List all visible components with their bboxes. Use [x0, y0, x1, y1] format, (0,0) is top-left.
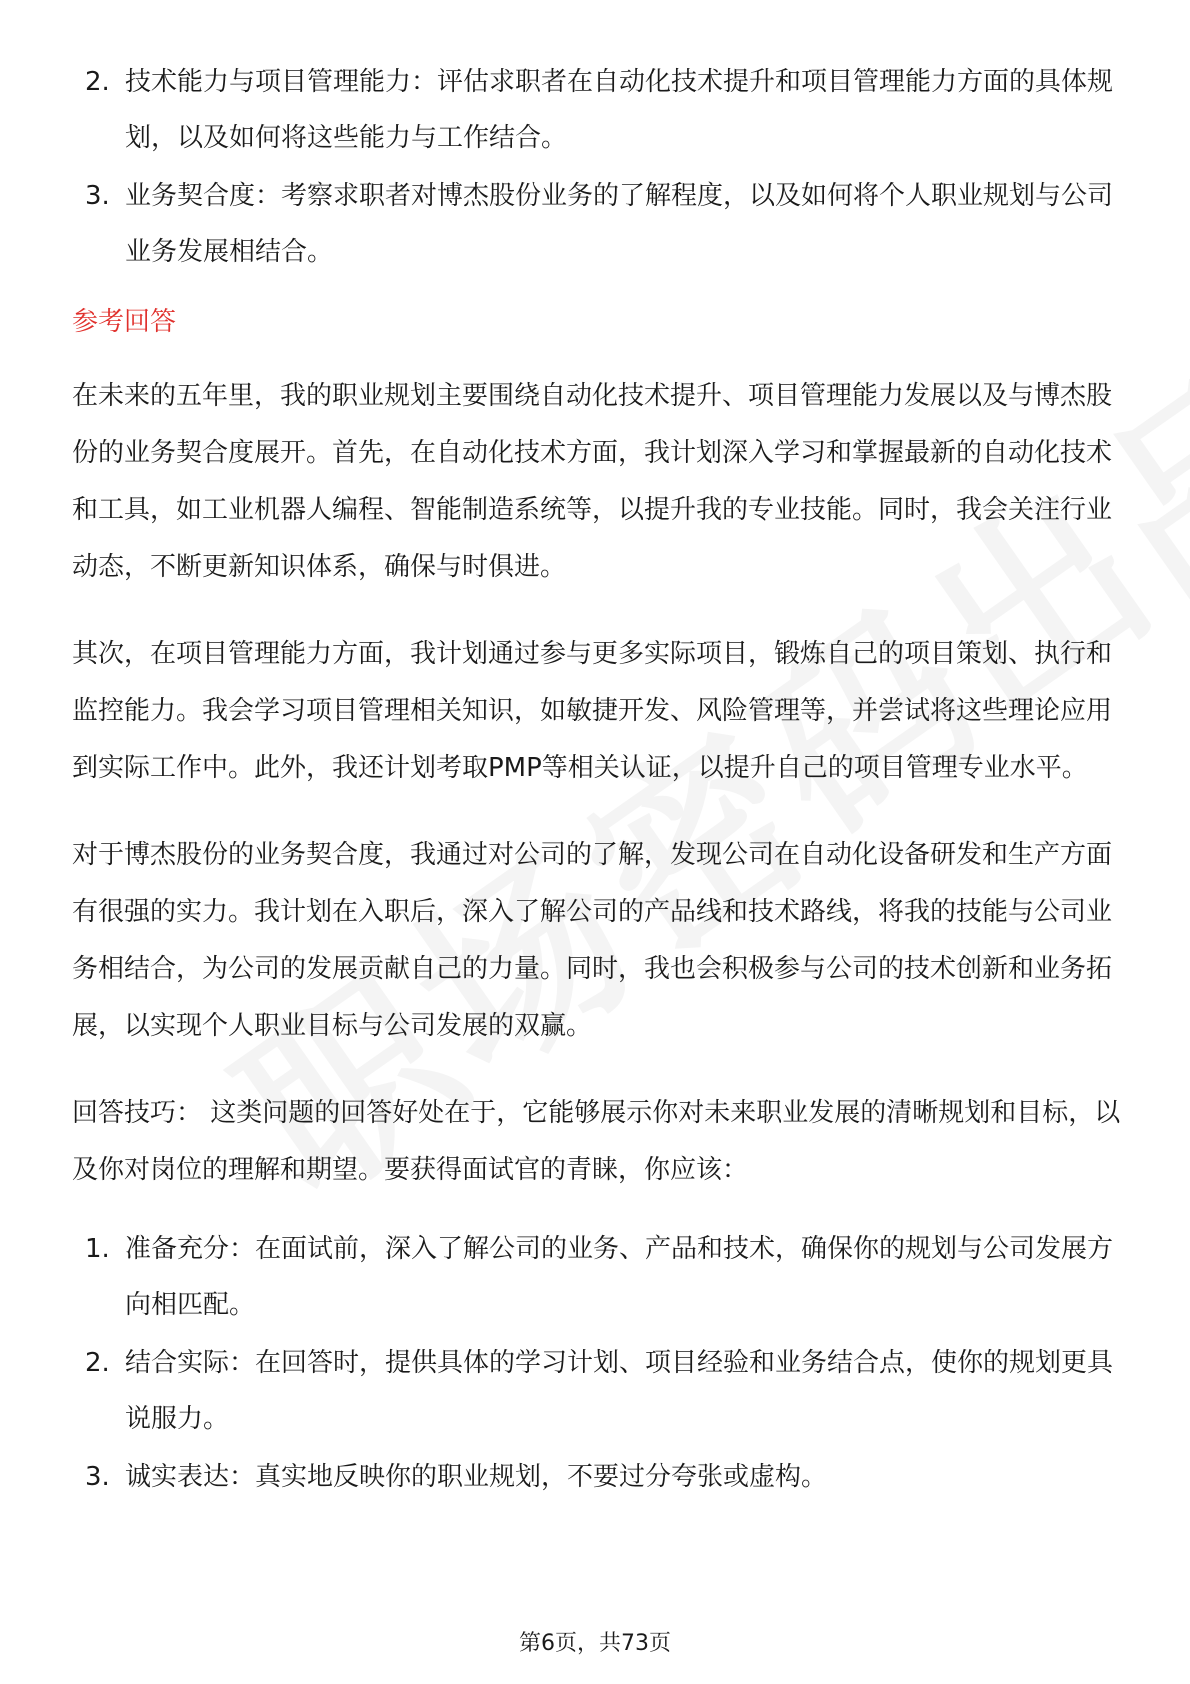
evaluation-list: [72, 54, 1122, 280]
list-text: 准备充分：在面试前，深入了解公司的业务、产品和技术，确保你的规划与公司发展方向相匹配。: [125, 1234, 1114, 1320]
list-number: 3.: [85, 1462, 110, 1492]
list-item: [72, 1221, 1122, 1333]
list-text: 技术能力与项目管理能力：评估求职者在自动化技术提升和项目管理能力方面的具体规划，以及如何将这些能力与工作结合。: [125, 67, 1114, 153]
list-text: 业务契合度：考察求职者对博杰股份业务的了解程度，以及如何将个人职业规划与公司业务发展相结合。: [125, 181, 1114, 267]
page-footer: 第6页，共73页: [519, 1631, 671, 1656]
section-title-reference-answer: 参考回答: [72, 307, 177, 337]
answer-paragraph: 在未来的五年里，我的职业规划主要围绕自动化技术提升、项目管理能力发展以及与博杰股份的业务契合度展开。首先，在自动化技术方面，我计划深入学习和掌握最新的自动化技术和工具，如工业机器人编程、智能制造系统等，以提升我的专业技能。同时，我会关注行业动态，不断更新知识体系，确保与时俱进。: [72, 381, 1113, 582]
page-content: [72, 54, 1122, 1507]
list-number: 1.: [85, 1234, 110, 1264]
list-item: [72, 168, 1122, 280]
tips-intro-paragraph: 回答技巧： 这类问题的回答好处在于，它能够展示你对未来职业发展的清晰规划和目标，以及你对岗位的理解和期望。要获得面试官的青睐，你应该：: [72, 1098, 1121, 1185]
list-text: 诚实表达：真实地反映你的职业规划，不要过分夸张或虚构。: [125, 1462, 828, 1492]
list-item: [72, 54, 1122, 166]
list-text: 结合实际：在回答时，提供具体的学习计划、项目经验和业务结合点，使你的规划更具说服力。: [125, 1348, 1114, 1434]
list-item: [72, 1449, 1122, 1505]
answer-paragraph: 其次，在项目管理能力方面，我计划通过参与更多实际项目，锻炼自己的项目策划、执行和监控能力。我会学习项目管理相关知识，如敏捷开发、风险管理等，并尝试将这些理论应用到实际工作中。此外，我还计划考取PMP等相关认证，以提升自己的项目管理专业水平。: [72, 639, 1113, 783]
tips-list: [72, 1221, 1122, 1505]
answer-paragraph: 对于博杰股份的业务契合度，我通过对公司的了解，发现公司在自动化设备研发和生产方面有很强的实力。我计划在入职后，深入了解公司的产品线和技术路线，将我的技能与公司业务相结合，为公司的发展贡献自己的力量。同时，我也会积极参与公司的技术创新和业务拓展，以实现个人职业目标与公司发展的双赢。: [72, 840, 1113, 1041]
list-number: 3.: [85, 181, 110, 211]
list-number: 2.: [85, 67, 110, 97]
list-item: [72, 1335, 1122, 1447]
list-number: 2.: [85, 1348, 110, 1378]
